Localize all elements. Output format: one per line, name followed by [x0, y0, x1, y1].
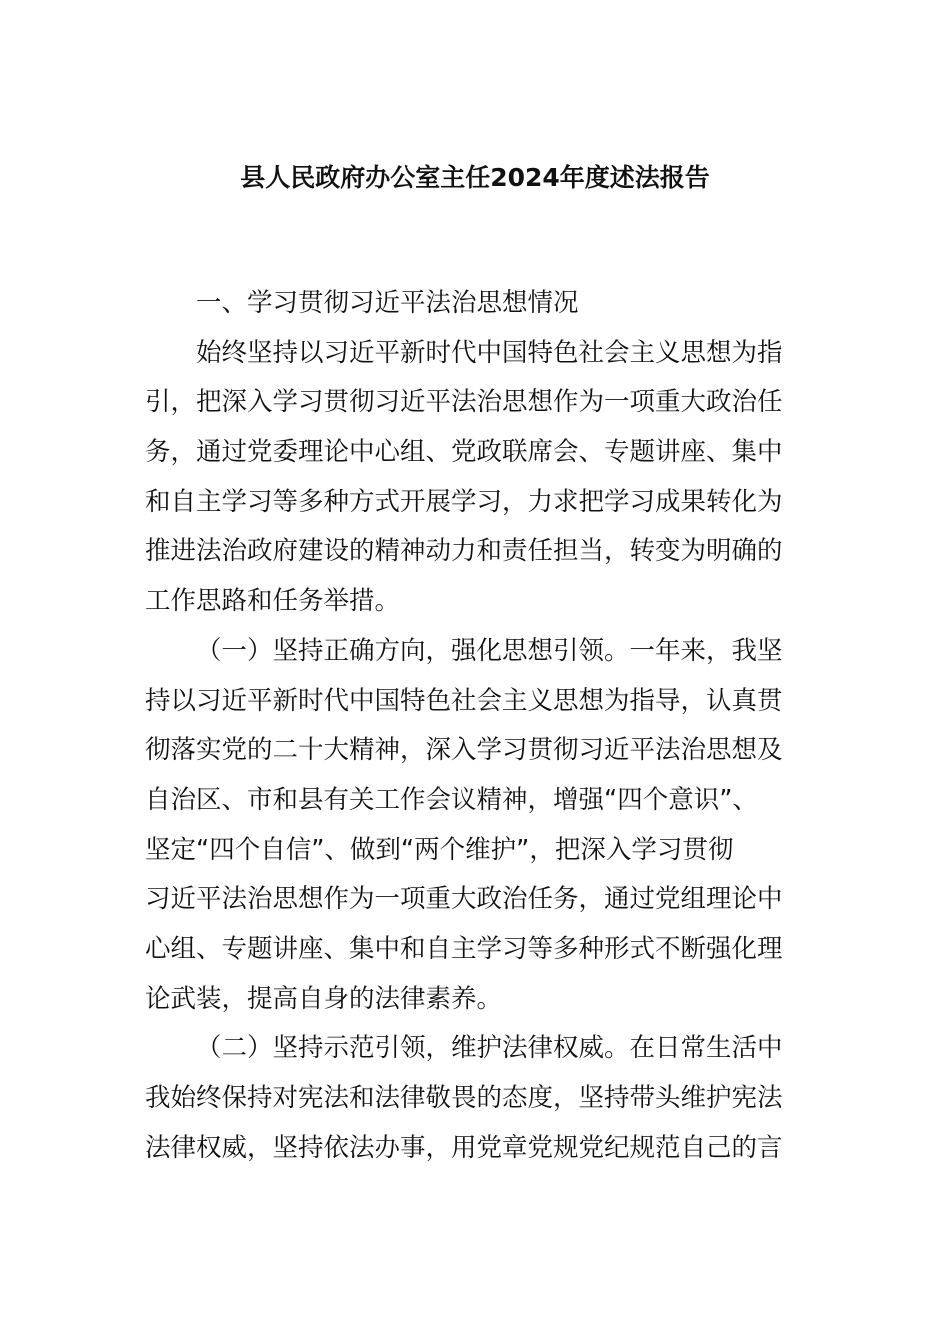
paragraph-line: 习近平法治思想作为一项重大政治任务，通过党组理论中	[145, 884, 783, 915]
paragraph-line: 彻落实党的二十大精神，深入学习贯彻习近平法治思想及	[145, 735, 783, 766]
paragraph-line: 心组、专题讲座、集中和自主学习等多种形式不断强化理	[145, 933, 783, 964]
paragraph-line: 引，把深入学习贯彻习近平法治思想作为一项重大政治任	[145, 387, 783, 418]
subsection-line: （一）坚持正确方向，强化思想引领。一年来，我坚	[196, 635, 783, 666]
paragraph-line: 我始终保持对宪法和法律敬畏的态度，坚持带头维护宪法	[145, 1083, 783, 1113]
document-title: 县人民政府办公室主任2024年度述法报告	[240, 163, 710, 192]
subsection-line: （二）坚持示范引领，维护法律权威。在日常生活中	[196, 1033, 783, 1064]
paragraph-line: 持以习近平新时代中国特色社会主义思想为指导，认真贯	[145, 685, 783, 716]
paragraph-line: 推进法治政府建设的精神动力和责任担当，转变为明确的	[145, 536, 783, 567]
section-heading: 一、学习贯彻习近平法治思想情况	[196, 288, 579, 318]
paragraph-line: 坚定“四个自信”、做到“两个维护”，把深入学习贯彻	[145, 834, 734, 865]
paragraph-line: 论武装，提高自身的法律素养。	[145, 983, 503, 1014]
paragraph-line: 法律权威，坚持依法办事，用党章党规党纪规范自己的言	[145, 1132, 783, 1163]
paragraph-line: 始终坚持以习近平新时代中国特色社会主义思想为指	[196, 337, 783, 368]
paragraph-line: 和自主学习等多种方式开展学习，力求把学习成果转化为	[145, 486, 783, 517]
paragraph-line: 自治区、市和县有关工作会议精神，增强“四个意识”、	[145, 784, 758, 815]
paragraph-line: 务，通过党委理论中心组、党政联席会、专题讲座、集中	[145, 437, 783, 468]
document-body	[145, 279, 807, 1173]
paragraph-line: 工作思路和任务举措。	[145, 586, 401, 617]
